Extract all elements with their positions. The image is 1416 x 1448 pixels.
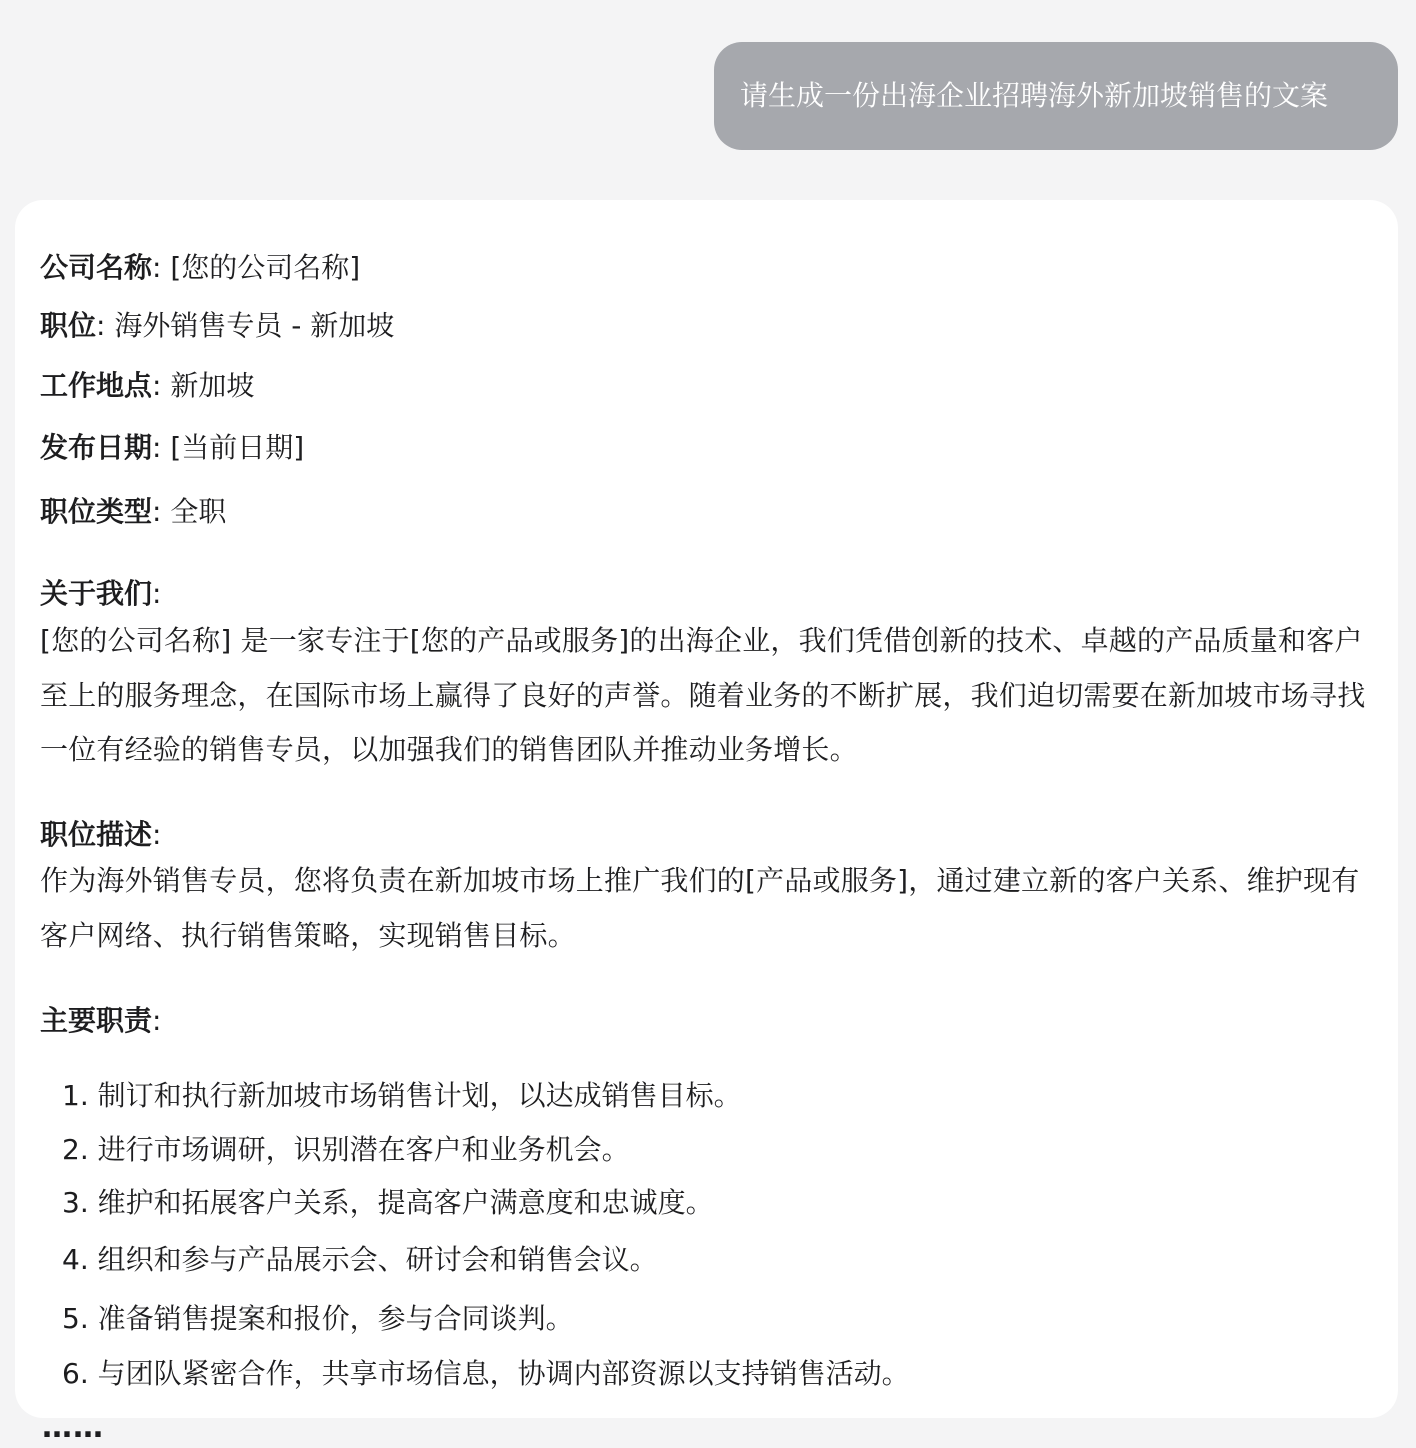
section-heading-duties: 主要职责: (40, 1004, 162, 1037)
section-heading-about: 关于我们: (40, 577, 162, 610)
list-item: 2. 进行市场调研，识别潜在客户和业务机会。 (62, 1133, 630, 1166)
field-company-name: 公司名称: [您的公司名称] (40, 251, 361, 284)
field-value: 新加坡 (170, 369, 255, 402)
field-label: 职位 (40, 309, 97, 342)
field-value: [当前日期] (170, 431, 305, 464)
field-position: 职位: 海外销售专员 - 新加坡 (40, 309, 395, 342)
field-label: 职位类型 (40, 495, 153, 528)
list-item: 4. 组织和参与产品展示会、研讨会和销售会议。 (62, 1243, 658, 1276)
field-location: 工作地点: 新加坡 (40, 369, 255, 402)
user-message-bubble (714, 42, 1398, 150)
truncation-ellipsis: …… (42, 1410, 104, 1445)
field-value: 全职 (170, 495, 227, 528)
field-label: 发布日期 (40, 431, 153, 464)
assistant-reply-card (15, 200, 1398, 1418)
list-item: 1. 制订和执行新加坡市场销售计划，以达成销售目标。 (62, 1079, 742, 1112)
list-item: 3. 维护和拓展客户关系，提高客户满意度和忠诚度。 (62, 1186, 714, 1219)
field-job-type: 职位类型: 全职 (40, 495, 227, 528)
field-publish-date: 发布日期: [当前日期] (40, 431, 305, 464)
list-item: 5. 准备销售提案和报价，参与合同谈判。 (62, 1302, 574, 1335)
section-text-description: 作为海外销售专员，您将负责在新加坡市场上推广我们的[产品或服务]，通过建立新的客户关系、维护现有客户网络、执行销售策略，实现销售目标。 (40, 864, 1360, 952)
section-heading-description: 职位描述: (40, 818, 162, 851)
field-label: 公司名称 (40, 251, 153, 284)
field-label: 工作地点 (40, 369, 153, 402)
user-message-text: 请生成一份出海企业招聘海外新加坡销售的文案 (740, 79, 1329, 112)
section-text-about: [您的公司名称] 是一家专注于[您的产品或服务]的出海企业，我们凭借创新的技术、卓越的产品质量和客户至上的服务理念，在国际市场上赢得了良好的声誉。随着业务的不断扩展，我们迫切需要在新加坡市场寻找一位有经验的销售专员，以加强我们的销售团队并推动业务增长。 (40, 624, 1366, 766)
field-value: 海外销售专员 - 新加坡 (114, 309, 395, 342)
list-item: 6. 与团队紧密合作，共享市场信息，协调内部资源以支持销售活动。 (62, 1357, 910, 1390)
field-value: [您的公司名称] (170, 251, 361, 284)
